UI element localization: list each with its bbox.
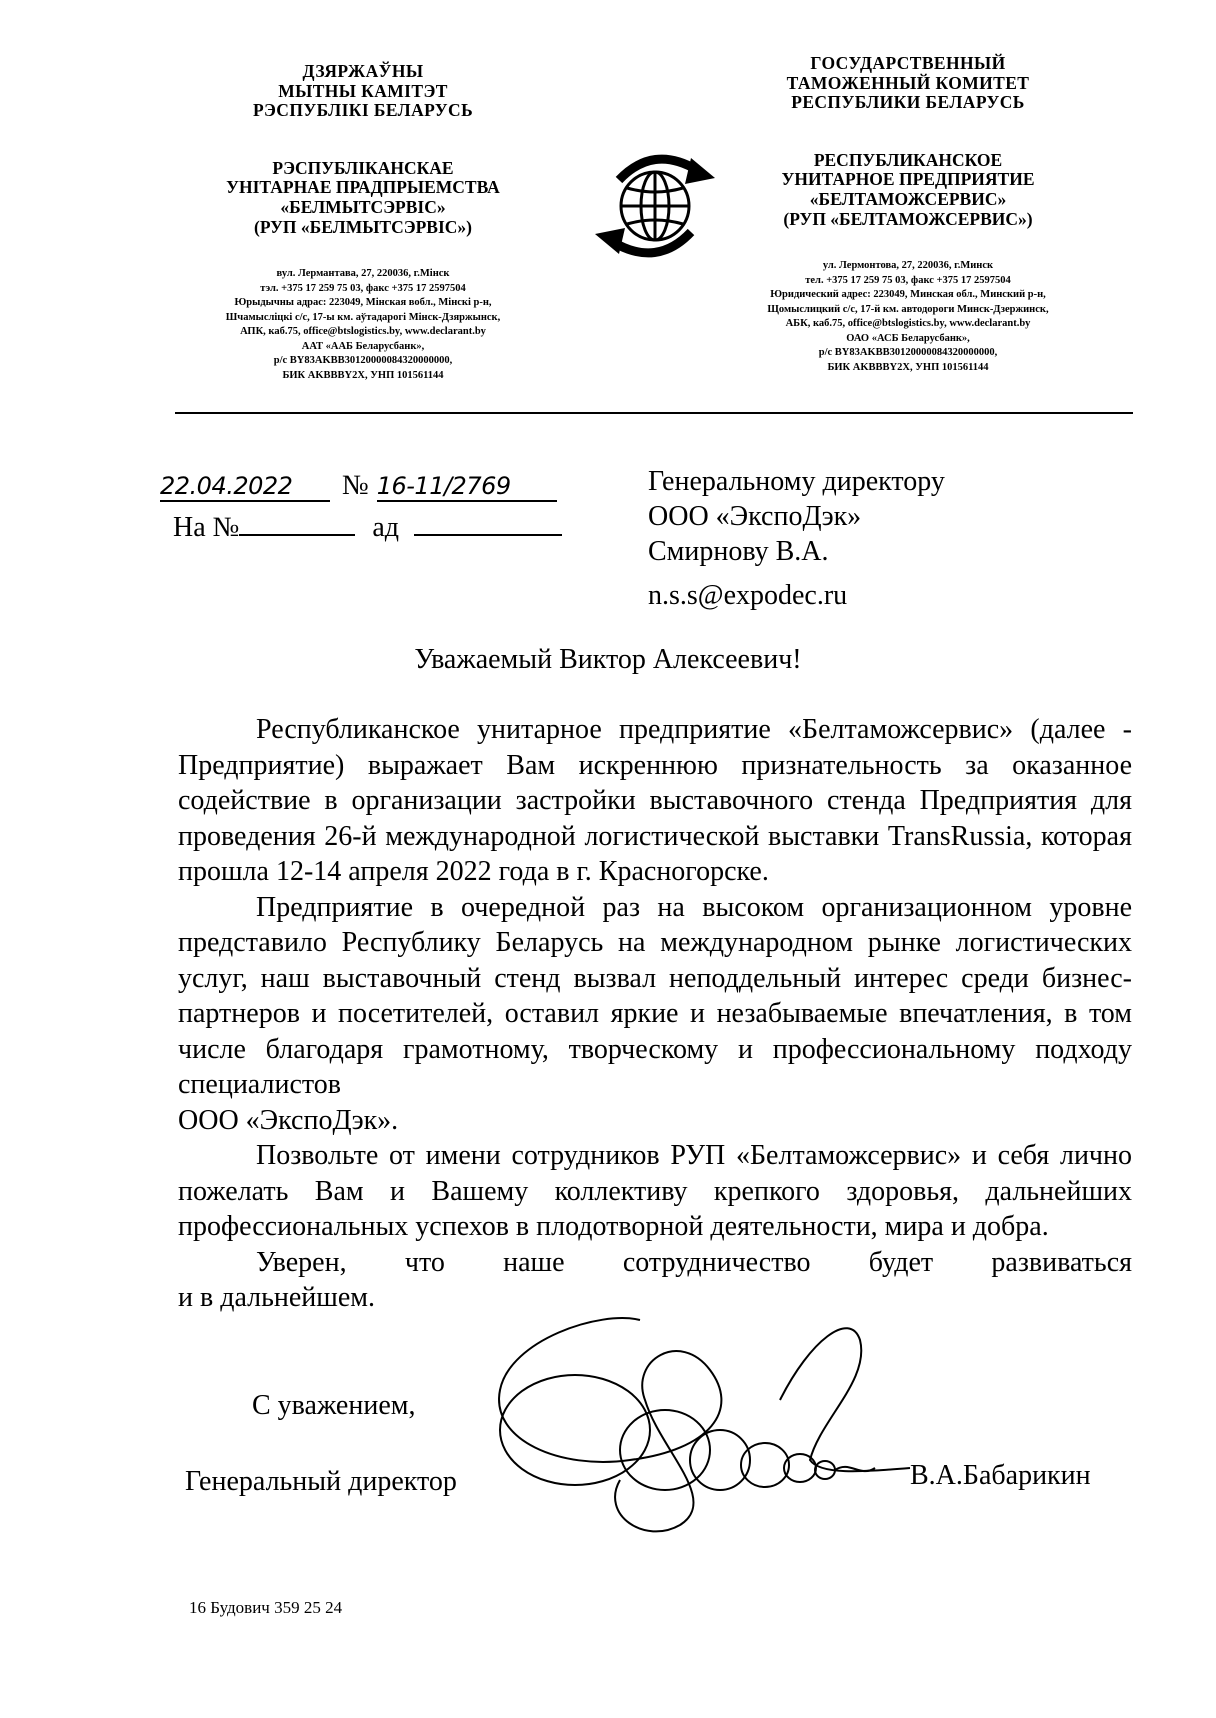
executor-note: 16 Будович 359 25 24	[189, 1598, 343, 1617]
handwritten-date: 22.04.2022	[160, 472, 330, 502]
reply-label: На №	[173, 512, 240, 543]
signer-title: Генеральный директор	[185, 1466, 457, 1497]
recipient-name: Смирнову В.А.	[648, 536, 829, 567]
reply-date-blank	[414, 510, 562, 536]
handwritten-number: 16-11/2769	[377, 472, 557, 502]
salutation: Уважаемый Виктор Алексеевич!	[414, 644, 802, 675]
enterprise-name-ru: РЕСПУБЛИКАНСКОЕ УНИТАРНОЕ ПРЕДПРИЯТИЕ «БЕЛТАМОЖСЕРВИС» (РУП «БЕЛТАМОЖСЕРВИС»)	[781, 149, 1035, 229]
header-left	[178, 62, 548, 383]
org-name-be: ДЗЯРЖАЎНЫ МЫТНЫ КАМІТЭТ РЭСПУБЛІКІ БЕЛАРУСЬ	[252, 61, 474, 121]
reference-line	[160, 470, 557, 502]
reply-reference-line	[173, 510, 562, 544]
org-name-ru: ГОСУДАРСТВЕННЫЙ ТАМОЖЕННЫЙ КОМИТЕТ РЕСПУБЛИКИ БЕЛАРУСЬ	[786, 53, 1030, 113]
paragraph-1: Республиканское унитарное предприятие «Белтаможсервис» (далее - Предприятие) выражает Вам искреннюю признательность за оказанное содействие в организации застройки выставочного стенда Предприятия для проведения 26-й международной логистической выставки TransRussia, которая прошла 12-14 апреля 2022 года в г. Красногорске.	[178, 714, 1132, 887]
header-divider	[175, 412, 1133, 414]
enterprise-name-be: РЭСПУБЛІКАНСКАЕ УНІТАРНАЕ ПРАДПРЫЕМСТВА «БЕЛМЫТСЭРВІС» (РУП «БЕЛМЫТСЭРВІС»)	[226, 157, 500, 237]
reply-date-label: ад	[372, 512, 400, 543]
paragraph-2-end: ООО «ЭкспоДэк».	[178, 1104, 399, 1136]
signer-name: В.А.Бабарикин	[910, 1460, 1091, 1491]
address-block-be: вул. Лермантава, 27, 220036, г.Мінск тэл. +375 17 259 75 03, факс +375 17 2597504 Юрыдычны адрас: 223049, Мінская вобл., Мінскі р-н, Шчамысліцкі с/с, 17-ы км. аўтадарогі Мінск-Дзяржынск, АПК, каб.75, office@btslogistics.by, www.declarant.by ААТ «ААБ Беларусбанк», р/с BY83AKBB30120000084320000000, БИК AKBBBY2X, УНП 101561144	[225, 268, 501, 381]
recipient-block	[648, 464, 945, 569]
globe-emblem-icon	[575, 150, 735, 260]
paragraph-3: Позвольте от имени сотрудников РУП «Белтаможсервис» и себя лично пожелать Вам и Вашему коллективу крепкого здоровья, дальнейших профессиональных успехов в плодотворной деятельности, мира и добра.	[178, 1140, 1132, 1242]
handwritten-signature	[480, 1300, 920, 1540]
reply-number-blank	[239, 510, 355, 536]
paragraph-4: Уверен, что наше сотрудничество будет развиваться	[256, 1246, 1132, 1278]
recipient-position: Генеральному директору	[648, 466, 945, 497]
recipient-company: ООО «ЭкспоДэк»	[648, 501, 862, 532]
address-block-ru: ул. Лермонтова, 27, 220036, г.Минск тел. +375 17 259 75 03, факс +375 17 2597504 Юридический адрес: 223049, Минская обл., Минский р-н, Щомыслицкий с/с, 17-й км. автодороги Минск-Дзержинск, АБК, каб.75, office@btslogistics.by, www.declarant.by ОАО «АСБ Беларусбанк», р/с BY83AKBB30120000084320000000, БИК AKBBBY2X, УНП 101561144	[767, 260, 1049, 373]
recipient-email: n.s.s@expodec.ru	[648, 580, 848, 611]
closing-phrase: С уважением,	[252, 1390, 416, 1421]
letter-body	[178, 712, 1132, 1316]
paragraph-4-end: и в дальнейшем.	[178, 1282, 375, 1313]
header-right	[718, 54, 1098, 375]
number-label: №	[342, 470, 369, 501]
paragraph-2: Предприятие в очередной раз на высоком организационном уровне представило Республику Беларусь на международном рынке логистических услуг, наш выставочный стенд вызвал неподдельный интерес среди бизнес-партнеров и посетителей, оставил яркие и незабываемые впечатления, в том числе благодаря грамотному, творческому и профессиональному подходу специалистов	[178, 891, 1132, 1100]
